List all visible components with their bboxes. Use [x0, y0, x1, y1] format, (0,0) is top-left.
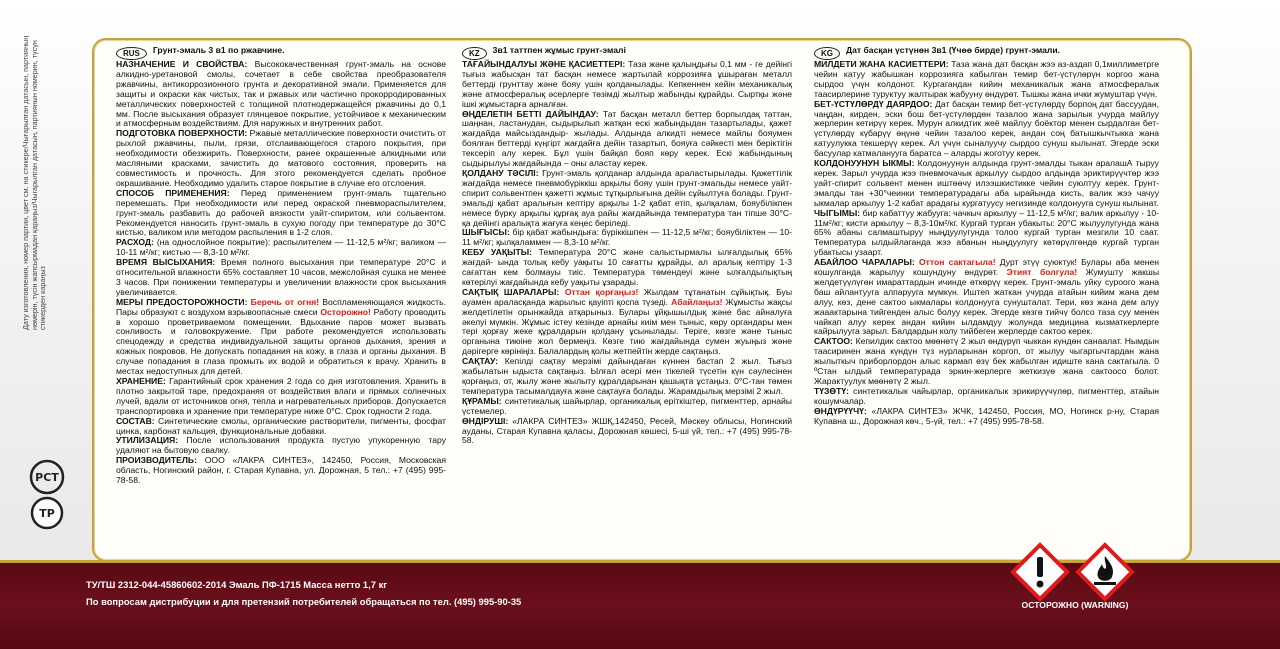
section-heading: ӨНДҮРҮҮЧҮ:	[814, 405, 867, 416]
section-text: бір қабат жабындыға: бүріккішпен — 11-12,5 м²/кг; бояубіліктен — 10-11 м²/кг; қылқаламмен — 8,3-10 м²/кг.	[462, 227, 792, 248]
section-text: Кепилдик сактоо мөөнөтү 2 жыл өндүрүп чыккан күндөн санаалат. Нымдын таасиринен жана күндүн түз нурларынан коргоп, от жылуу чыгаргычтардан жана жылыткыч приборлордон алыс кармап өзү бек жабылган идиште кана сактагыла. 0 ºСтан ылдый температурада эркин-жерлерге жеткизүө жана сактоосо болот. Жарактуулук мөөнөтү 2 жыл.	[814, 336, 1159, 386]
section-heading: ПРОИЗВОДИТЕЛЬ:	[116, 455, 197, 466]
section-text: Синтетические смолы, органические растворители, пигменты, фосфат цинка, карбонат кальция, функциональные добавки.	[116, 415, 446, 436]
language-badge-kg: KG	[814, 47, 840, 60]
section-manufacturer	[814, 407, 1159, 427]
section-text: После использования продукта пустую упукоренную тару удаляют на бытовую свалку.	[116, 435, 446, 456]
section-heading: КЕБУ УАҚЫТЫ:	[462, 247, 533, 258]
section-purpose	[814, 60, 1159, 100]
section-heading: САҚТЫҚ ШАРАЛАРЫ:	[462, 286, 560, 297]
section-dry	[462, 248, 792, 288]
section-text: синтетикалык чайырлар, органикалык эрикирүүчүлөр, пигменттер, атайын кошумчалар.	[814, 385, 1159, 406]
section-text: Время полного высыхания при температуре 20°С и относительной влажности 65% составляет 10 часов, межслойная сушка не менее 3 часов. При понижении температуры и увеличении влажности срок высыхания увеличивается.	[116, 257, 446, 297]
section-text: бир кабаттуу жабууга: чачкыч аркылуу – 11-12,5 м²/кг; валик аркылуу - 10-11м²/кг; кисти аркылуу – 8,3-10м²/кг. Кургай турган убакыты: 20°С жылуулугунда жана 65% абаны салмаштыруу ныңдуулугунда толоо кургай турган мезгили 10 саат. Температура ылдыйлаганда жээ абанын ныңдуулугу көтөрүлгөндө кургай турган убактысы узаарт.	[814, 207, 1159, 258]
section-heading: РАСХОД:	[116, 237, 154, 248]
flame-hazard-icon	[1075, 542, 1135, 602]
section-manufacturer	[462, 417, 792, 447]
column-kg	[814, 46, 1159, 427]
section-heading: ХРАНЕНИЕ:	[116, 376, 166, 386]
section-method	[814, 159, 1159, 209]
section-storage	[462, 357, 792, 397]
section-purpose	[462, 60, 792, 110]
section-text: Высококачественная грунт-эмаль на основе алкидно-уретановой смолы, сочетает в себе свойства преобразователя ржавчины, антикоррозионного грунта и декоративной эмали. Применяется для защиты и окраски как чистых, так и ржавых или частично прокорродированных металлических поверхностей с толщиной плотнодержащейся ржавчины до 0,1 мм. После высыхания образует глянцевое покрытие, устойчивое к механическим и атмосферным воздействиям. Для наружных и внутренних работ.	[116, 59, 446, 129]
section-composition	[116, 417, 446, 437]
rst-cert-label: РСТ	[35, 471, 59, 484]
tr-cert-label: ТР	[39, 507, 55, 520]
product-title-rus: Грунт-эмаль 3 в1 по ржавчине.	[152, 45, 285, 55]
section-text: Жылдам тұтанатын сұйықтық. Буы ауамен араласқанда жарылыс қауіпті қоспа түзеді.	[462, 286, 792, 307]
section-text: «ЛАКРА СИНТЕЗ» ЖШҚ,142450, Ресей, Мәскеу облысы, Ногинский ауданы, Старая Купавна қаласы, Дорожная көшесі, 5-ші үй, тел.: +7 (495) 995-78-58.	[462, 415, 792, 446]
section-text: Гарантийный срок хранения 2 года со дня изготовления. Хранить в плотно закрытой таре, предохраняя от воздействия влаги и прямых солнечных лучей, вдали от источников огня, тепла и нагревательных приборов. Допускается транспортировка и хранение при температуре ниже 0°С. Срок годности 2 года.	[116, 376, 446, 416]
product-title-kz: 3в1 таттпен жұмыс грунт-эмалі	[492, 45, 626, 55]
section-heading: ҚОЛДАНУ ТӘСІЛІ:	[462, 167, 539, 178]
column-header	[462, 46, 792, 60]
column-header	[814, 46, 1159, 60]
side-vertical-text: Дату изготовления, номер партии, цвет см. на стикере/Чығарылған датасын, партияның нөмерін, түсін жапсырмадан қараңыз/Чыгарылган датасын, партиянын номерин, түсүн стикерден караңыз	[21, 35, 47, 330]
section-heading: НАЗНАЧЕНИЕ И СВОЙСТВА:	[116, 59, 248, 69]
section-prep	[116, 129, 446, 188]
section-heading: ӨНДІРУШІ:	[462, 415, 509, 426]
section-heading: ӨҢДЕЛЕТІН БЕТТІ ДАЙЫНДАУ:	[462, 108, 599, 119]
section-heading: САКТОО:	[814, 336, 853, 347]
section-text: Таза жана дат басқан жээ аз-аздап 0,1миллиметрге чейин катуу жабышкан коррозияга кабылган темир бет-үстүлөрүн коргоо жана сырдоо үчүн колдонот. Кургагандан кийин механикалык жана атмосфералык таасирлерине туруктуу жалтырак жабууну өндүрөт. Тышкы жана ички жумуштар үчүн.	[814, 59, 1159, 99]
section-usage	[814, 209, 1159, 259]
section-method	[116, 189, 446, 239]
footer-spec-line: ТУ/ТШ 2312-044-45860602-2014 Эмаль ПФ-1715 Масса нетто 1,7 кг	[86, 579, 388, 590]
section-text: Таза және қалыңдығы 0,1 мм - ге дейінгі тығыз жабысқан тат басқан немесе жартылай коррозияға ұшыраған металл беттерді грунттау және бояу үшін қолданылады. Кепкеннен кейін механикалық және атмосфералық әсерлерге төзімді жылтыр жабынды құрайды. Сыртқы және ішкі жұмыстарға арналған.	[462, 59, 793, 109]
language-badge-rus: RUS	[116, 47, 147, 60]
section-storage	[814, 337, 1159, 387]
side-strip	[21, 35, 80, 340]
section-text: Грунт-эмаль қолданар алдында араластырылады. Қажеттілік жағдайда немесе пневмобүріккіш арқылы бояу үшін грунт-эмальды немесе уайт-спирит сольвентпен қажетті жұмыс тұтқырлығына дейін сұйылтуға болады. Грунт-эмальді қабат аралығын кептіру арқылы 1-2 қабат етіп, қылқалам, бояубілікпен немесе бүрку арқылы құрғақ ауа райы жағдайында температура тан тіпше 30°С-қа дейінгі аралықта жағуға кеңес беріледі.	[462, 167, 792, 228]
footer-contact-line: По вопросам дистрибуции и для претензий потребителей обращаться по тел. (495) 995-90-35	[86, 596, 522, 607]
section-heading: ЧЫГЫМЫ:	[814, 207, 861, 218]
section-text: «ЛАКРА СИНТЕЗ» ЖЧК, 142450, Россия, МО, Ногинск р-ну, Старая Купавна ш., Дорожная көч., 5-үй, тел.: +7 (495) 995-78-58.	[814, 405, 1159, 426]
section-text: Воспламеняющаяся жидкость. Пары образуют с воздухом взрывоопасные смеси	[116, 296, 446, 317]
section-prep	[814, 100, 1159, 159]
section-text: Жұмысты жақсы желдетілетін орынжайда атқарыныз. Булары ұйқышылдық және бас айналуға әкелуі мүмкін. Жұмыс істеу кезінде арнайы киім мен тыныс, көру органдары мен тері қорғау жеке құралдарын қолдану ұсынылады. Теріге, көзге және тыныс органына тиюіне жол бермеңіз. Көзге тию жағдайында сумен жуыңыз және дәрігерге көрініңіз. Балалардың қолы жетпейтін жерде сақтаңыз.	[462, 296, 793, 357]
warning-text: Беречь от огня!	[250, 296, 320, 307]
section-text: Тат басқан металл беттер борпылдақ таттан, шаңнан, ластанудан, сыдырылып жатқан ескі жабындыдан тазартылады, қажет жағдайда майсыздандыр- жылады. Алдында алкидті немесе майлы бояумен боялған беттерді күңгірт жағдайға дейін тазартып, бояуға сәйкесті мен беріктігін тексеріп алу керек. Бұл үшін байқап бояп көру керек. Ескі жабындының сыдырылуы жағдайында – оны аластау керек.	[462, 108, 792, 169]
section-dry	[116, 258, 446, 298]
column-header	[116, 46, 446, 60]
section-text: синтетикалық шайырлар, органикалық еріткіштер, пигменттер, арнайы үстемелер.	[462, 395, 792, 416]
section-usage	[116, 238, 446, 258]
column-rus	[116, 46, 446, 486]
section-text: Температура 20°С және салыстырмалы ылғалдылық 65% жағдай- ында толық кебу уақыты 10 сағатты құрайды, ал аралық кептіру 1-3 сағаттан кем болмауы тиіс. Температура төмендеуі және ылғалдылықтың көтерілуі жағдайында кебу уақыты ұзарады.	[462, 247, 792, 287]
section-text: Кепілді сақтау мерзімі дайындаған күннен бастап 2 жыл. Тығыз жабылатын ыдыста сақтаңыз. Ылғал әсері мен тікелей түсетін күн сәулесінен қорғаңыз, от, жылу және жылыту құралдарынан қашықта ұстаңыз. 0°С-тан төмен температура тасымалдауға және сақтауға болады. Жарамдылық мерзімі 2 жыл.	[462, 356, 792, 396]
section-disposal	[116, 436, 446, 456]
section-text: Перед применением грунт-эмаль тщательно перемешать. При необходимости или перед окраской пневмораспылителем, грунт-эмаль разбавить до рабочей вязкости уайт-спиритом, или сольвентом. Рекомендуется наносить грунт-эмаль в сухую погоду при температуре до 30°С кистью, валиком или методом распыления в 1-2 слоя.	[116, 187, 446, 238]
section-prep	[462, 110, 792, 169]
section-composition	[462, 397, 792, 417]
section-heading: МЕРЫ ПРЕДОСТОРОЖНОСТИ:	[116, 296, 248, 307]
section-text: Работу проводить в хорошо проветриваемом помещении. Вдыхание паров может вызвать сонливость и головокружение. При работе рекомендуется использовать спецодежду и средства индивидуальной защиты органов дыхания, зрения и кожных покровов. Не допускать попадания на кожу, в глаза и органы дыхания. В случае попадания в глаза промыть их водой и обратиться к врачу. Хранить в местах недоступных для детей.	[116, 306, 447, 377]
section-heading: ШЫҒЫСЫ:	[462, 227, 510, 238]
language-badge-kz: KZ	[462, 47, 487, 60]
section-text: Дурт этүү суюктук! Булары аба менен кошулганда жарылуу кошундуну өндүрөт.	[814, 257, 1160, 278]
section-heading: СОСТАВ:	[116, 415, 155, 426]
section-storage	[116, 377, 446, 417]
instruction-panel	[92, 38, 1192, 562]
section-safety	[116, 298, 446, 377]
section-safety	[814, 258, 1159, 337]
section-manufacturer	[116, 456, 446, 486]
section-heading: САҚТАУ:	[462, 356, 499, 367]
section-heading: ВРЕМЯ ВЫСЫХАНИЯ:	[116, 257, 216, 268]
section-heading: ТҮЗӨТҮ:	[814, 385, 849, 396]
section-purpose	[116, 60, 446, 129]
section-text: ООО «ЛАКРА СИНТЕЗ», 142450, Россия, Московская область, Ногинский район, г. Старая Купавна, ул. Дорожная, 5 тел.: +7 (495) 995-78-58.	[116, 455, 446, 486]
section-heading: ҚҰРАМЫ:	[462, 395, 502, 406]
section-text: Колдонуунун алдында грунт-эмалды тыкан аралашА тыруу керек. Зарыл учурда жээ пневмочачык аркылуу сырдоо алдында эриктирүүчтөр жээ уайт-спирит сольвент менен иштөөчү илээшкистикке чейин суюлтуу керек. Грунт-эмалды тан +30°чеинки температурадагы аба ырайында кисть, валик жээ чачуу ыкмалар аркылуу 1-2 кабат арадагы кургатуусу негизинде колдонууга сунуш кылынат.	[814, 158, 1159, 208]
section-heading: ТАҒАЙЫНДАЛУЫ ЖӘНЕ ҚАСИЕТТЕРІ:	[462, 59, 626, 69]
exclamation-hazard-icon	[1010, 542, 1070, 602]
section-text: Дат басқан темир бет-үстүлөрдү борпоң дат бассуудан, чаңдан, кирден, эски бош бет-үстүлөрдөн тазалоо жана зарылык учурда майлуу жерлерин кетирүү керек. Мурун алкидтик жеё майлуу боёктор менен сырдалган бет-үстүлөрдү күбарүү өңүнө чейин тазалоо керек, андан соң батышкычтыкка жана катуулукка текшерүү керек. Ал үчүн сыналуучу сырдоо сунуш кылынат. Эгерде эски басуулар катмаланууга баратса – аларды жоготуу керек.	[814, 98, 1160, 159]
rst-certification-icon	[28, 458, 66, 496]
section-heading: БЕТ-ҮСТҮЛӨРДҮ ДАЯРДОО:	[814, 98, 933, 109]
section-text: Жумушту жакшы желдетүүлүгөн имараттардын ичинде өткөрүү керек. Грунт-эмаль уйку суроого жана баш айлантууга алпарууга мүмкүн. Иштеп жаткан учурда атайын кийим жана дем алуу, көз, дене сактоо ыкмалары колдонууга сунушталат. Тери, көз жана дем алуу жааактарына тийгенден алыс болуу керек. Эгерде көзгө тийчү болсо таза суу менен чайкап алуу керек андан кийин ылдамдуу жолунда медицина кызматкерлерге кайрылууга зарыл. Балдардын колу тийбеген жерлерде сактоо керек.	[814, 267, 1159, 337]
warning-text: Этият болгула!	[1006, 267, 1078, 278]
product-title-kg: Дат басқан үстүнөн 3в1 (Үчөө бирде) грунт-эмали.	[846, 45, 1060, 55]
warning-text: Осторожно!	[320, 306, 371, 317]
section-heading: АБАЙЛОО ЧАРАЛАРЫ:	[814, 257, 915, 268]
section-usage	[462, 228, 792, 248]
section-heading: ПОДГОТОВКА ПОВЕРХНОСТИ:	[116, 128, 248, 139]
warning-text: Оттон сактагыла!	[918, 257, 996, 268]
section-heading: СПОСОБ ПРИМЕНЕНИЯ:	[116, 187, 230, 198]
column-kz	[462, 46, 792, 446]
section-heading: МИЛДЕТИ ЖАНА КАСИЕТТЕРИ:	[814, 59, 949, 69]
section-text: Ржавые металлические поверхности очистить от рыхлой ржавчины, пыли, грязи, отслаивающегося старого покрытия, при необходимости обезжирить. Поверхности, ранее окрашенные алкидными или масляными красками, зачистить до матового состояния, проверить на совместимость и прочность. Для этого рекомендуется сделать пробное окрашивание. Необходимо удалить старое покрытие в случае его отслоения.	[116, 128, 446, 188]
section-composition	[814, 387, 1159, 407]
section-safety	[462, 288, 792, 357]
section-text: (на однослойное покрытие): распылителем — 11-12,5 м²/кг; валиком — 10-11 м²/кг; кистью — 8,3-10 м²/кг.	[116, 237, 446, 258]
eac-tr-certification-icon	[28, 494, 66, 532]
warning-label: ОСТОРОЖНО (WARNING)	[1021, 600, 1129, 610]
warning-text: Оттан қорғаңыз!	[564, 286, 639, 297]
section-method	[462, 169, 792, 228]
section-heading: КОЛДОНУУНУН ЫКМЫ:	[814, 158, 915, 169]
section-heading: УТИЛИЗАЦИЯ:	[116, 435, 179, 446]
warning-text: Абайлаңыз!	[671, 296, 723, 307]
